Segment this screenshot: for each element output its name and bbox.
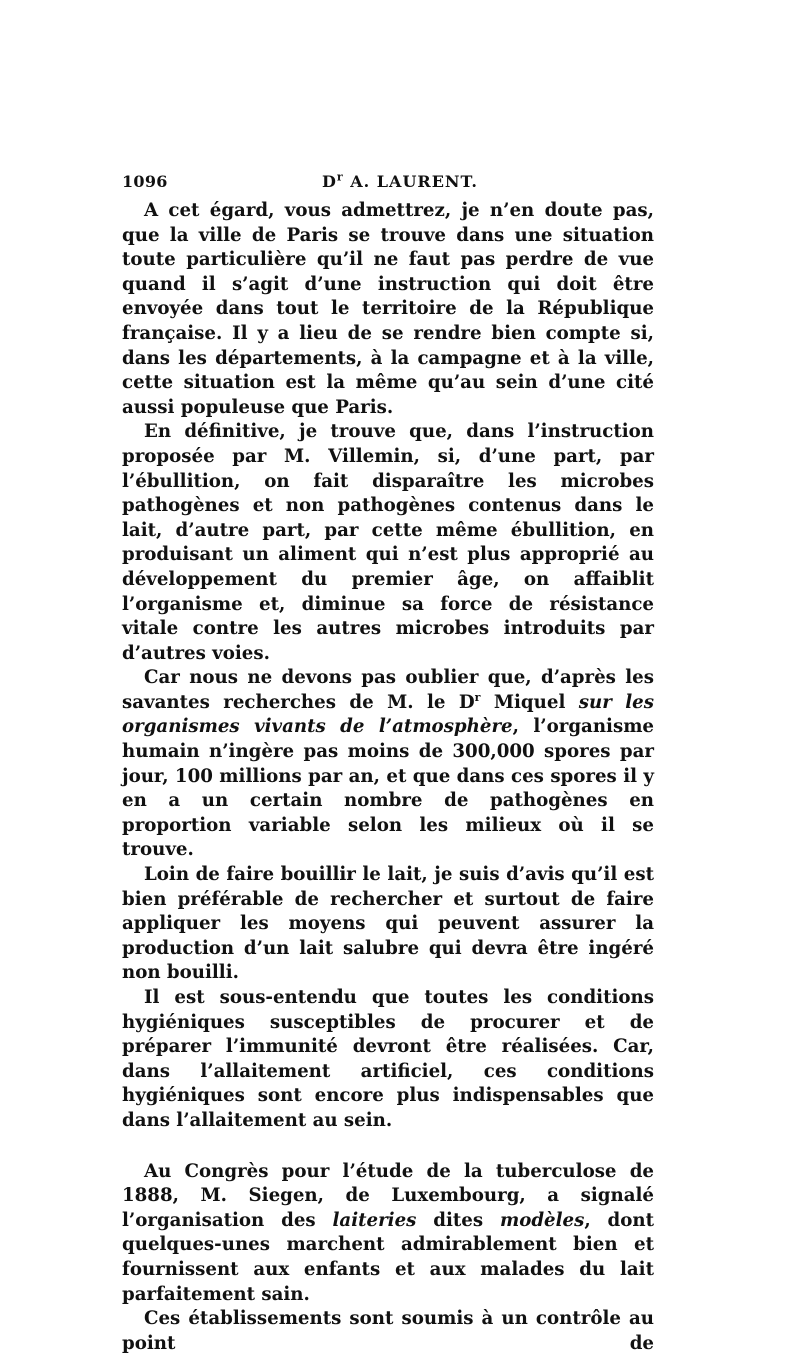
paragraph-1: A cet égard, vous admettrez, je n’en doute pas, que la ville de Paris se trouve dans une situation toute particulière qu’il ne faut pas perdre de vue quand il s’agit d’une instruction qui doit être envoyée dans tout le territoire de la République française. Il y a lieu de se rendre bien compte si, dans les départements, à la campagne et à la ville, cette situation est la même qu’au sein d’une cité aussi populeuse que Paris. xyxy=(122,200,654,418)
page-number: 1096 xyxy=(122,172,168,191)
italic-modeles: modèles xyxy=(499,1209,585,1231)
paragraph-5: Il est sous-entendu que toutes les conditions hygiéniques susceptibles de procurer et de préparer l’immunité devront être réalisées. Car, dans l’allaitement artificiel, ces conditions hygiéniques sont encore plus indispensables que dans l’allaitement au sein. xyxy=(122,987,654,1131)
paragraph-4: Loin de faire bouillir le lait, je suis d’avis qu’il est bien préférable de rechercher et surtout de faire appliquer les moyens qui peuvent assurer la production d’un lait salubre qui devra être ingéré non bouilli. xyxy=(122,864,654,984)
paragraph-6: Au Congrès pour l’étude de la tuberculose de 1888, M. Siegen, de Luxembourg, a signalé l’organisation des laiteries dites modèles, dont quelques-unes marchent admirablement bien et fournissent aux enfants et aux malades du lait parfaitement sain. xyxy=(122,1160,654,1305)
page-header xyxy=(122,172,662,192)
italic-laiteries: laiteries xyxy=(332,1209,417,1231)
italic-title: sur les organismes vivants de l’atmosphère xyxy=(122,691,654,738)
paragraph-7: Ces établissements sont soumis à un contrôle au point de xyxy=(122,1308,654,1354)
paragraph-3: Car nous ne devons pas oublier que, d’après les savantes recherches de M. le $D^r$ Miquel sur les organismes vivants de l’atmosphère, l’organisme humain n’ingère pas moins de 300,000 spores par jour, 100 millions par an, et que dans ces spores il y en a un certain nombre de pathogènes en proportion variable selon les milieux où il se trouve. xyxy=(122,667,655,861)
paragraph-2: En définitive, je trouve que, dans l’instruction proposée par M. Villemin, si, d’une part, par l’ébullition, on fait disparaître les microbes pathogènes et non pathogènes contenus dans le lait, d’autre part, par cette même ébullition, en produisant un aliment qui n’est plus approprié au développement du premier âge, on affaiblit l’organisme et, diminue sa force de résistance vitale contre les autres microbes introduits par d’autres voies. xyxy=(122,421,654,664)
body-text xyxy=(122,199,654,1356)
running-title: $D^r$ A. LAURENT. xyxy=(322,170,478,191)
